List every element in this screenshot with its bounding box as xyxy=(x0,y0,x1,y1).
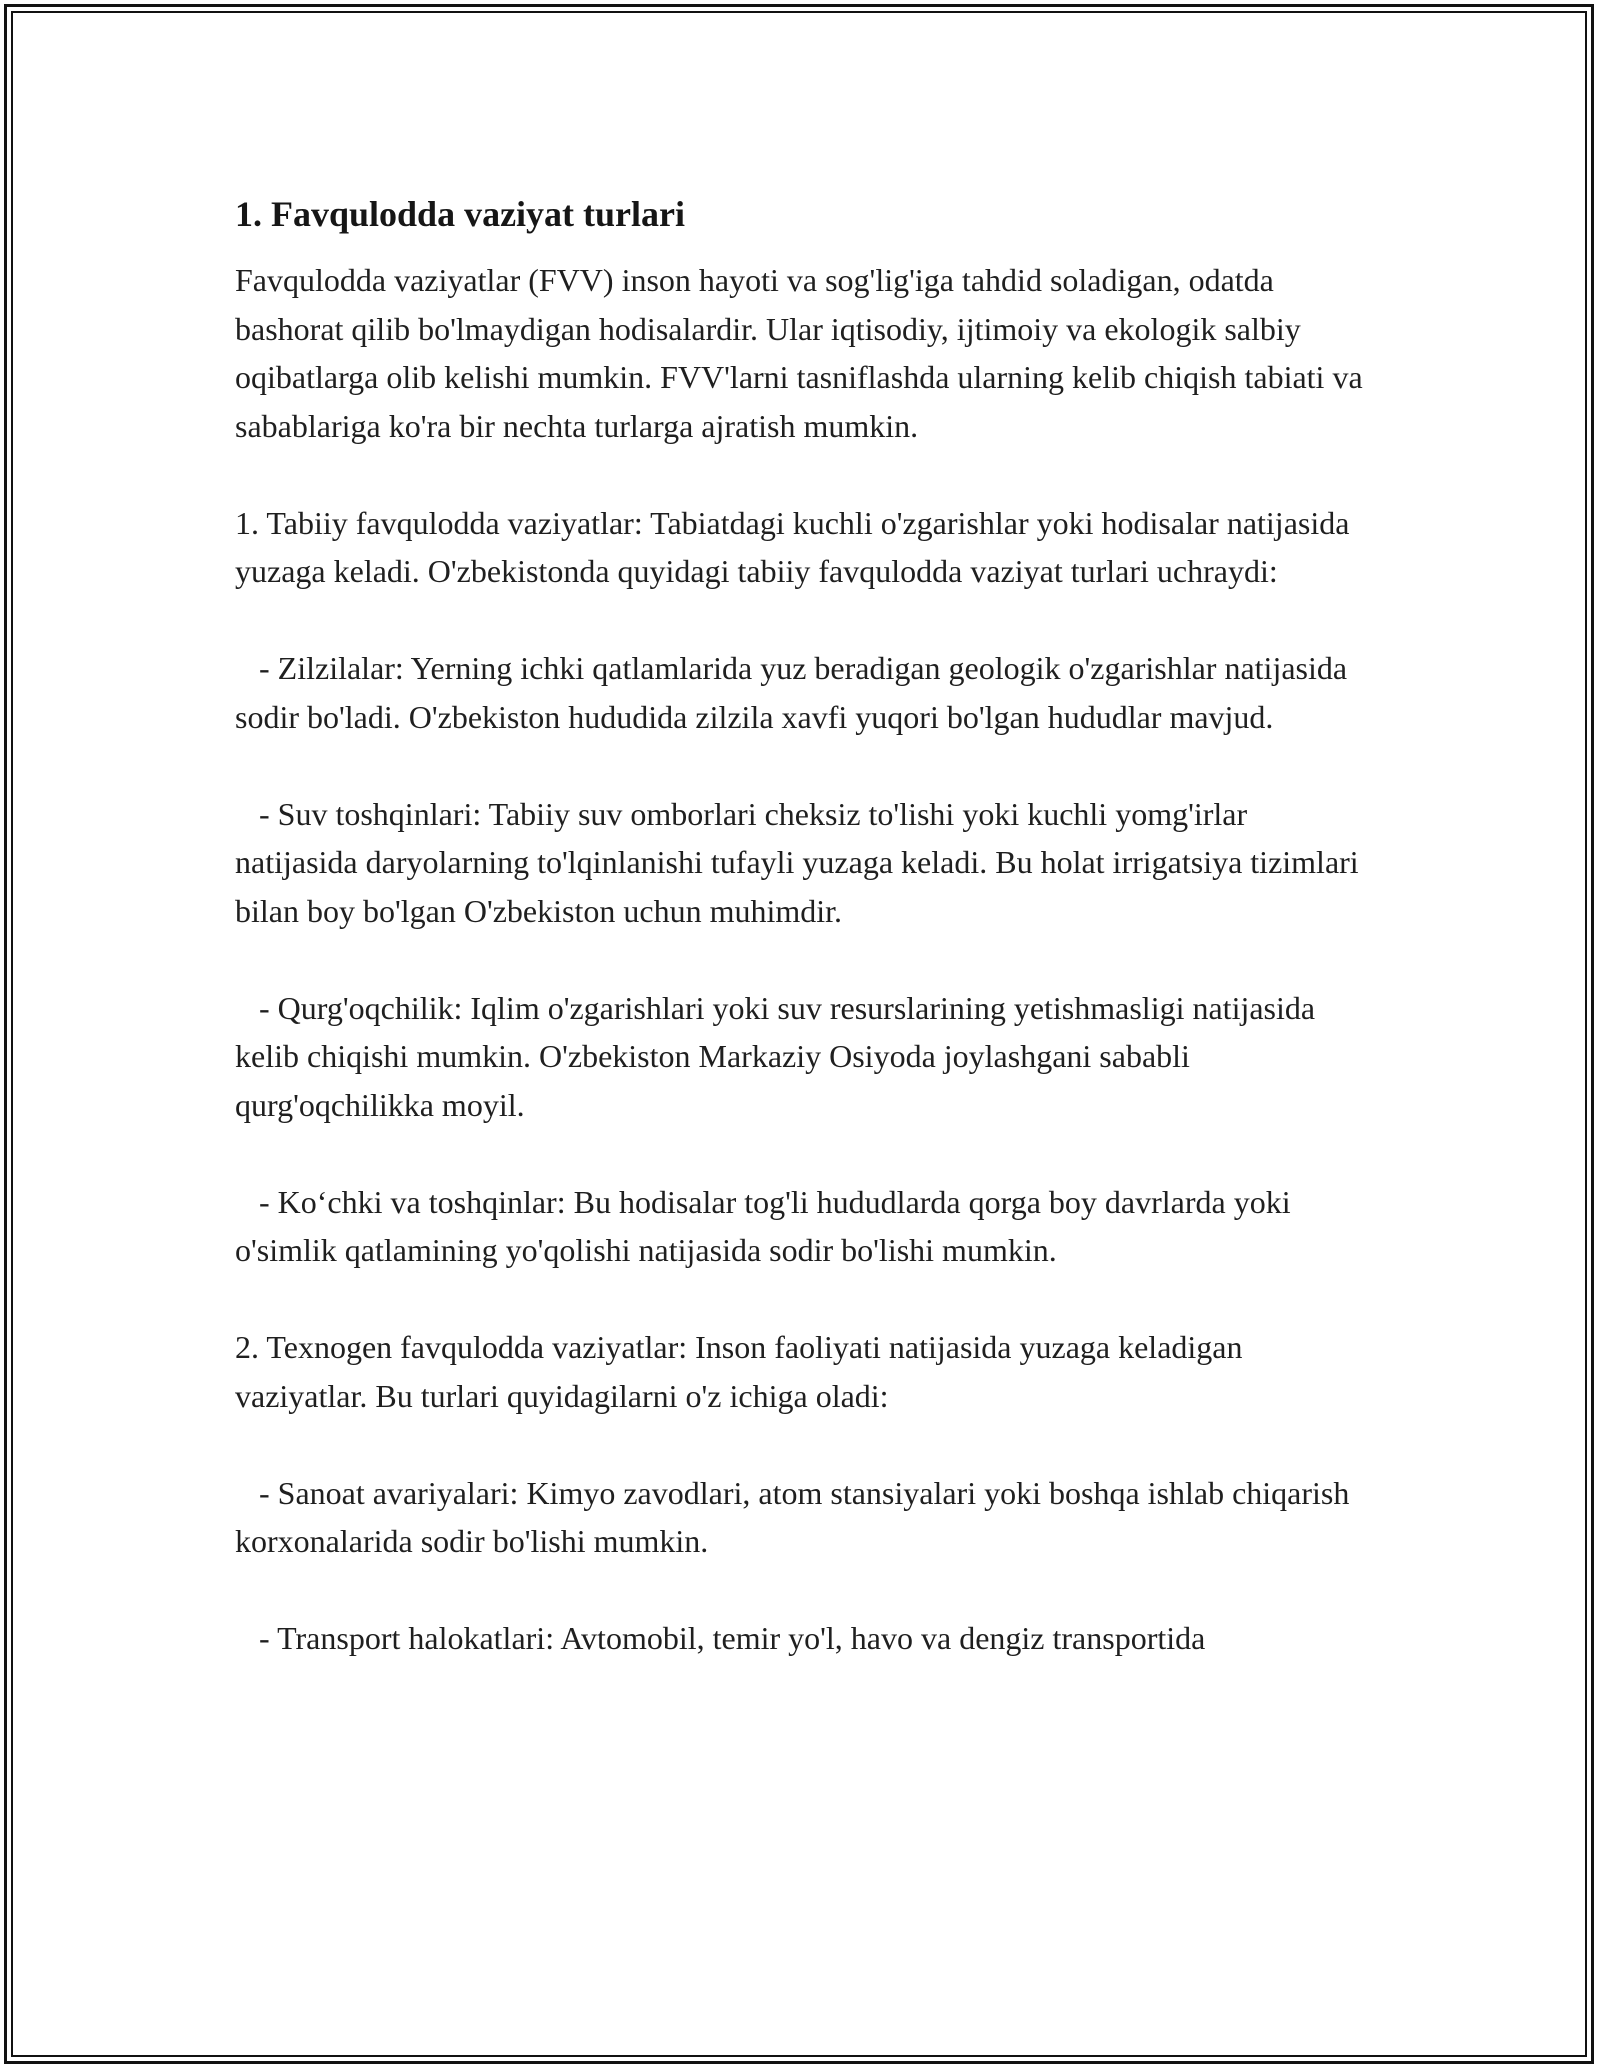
landslides-paragraph: - Ko‘chki va toshqinlar: Bu hodisalar tog'li hududlarda qorga boy davrlarda yoki o'simlik qatlamining yo'qolishi natijasida sodir bo'lishi mumkin. xyxy=(235,1183,1291,1268)
document-body xyxy=(235,190,1375,1711)
section-heading: 1. Favqulodda vaziyat turlari xyxy=(235,194,686,234)
intro-paragraph: Favqulodda vaziyatlar (FVV) inson hayoti va sog'lig'iga tahdid soladigan, odatda bashorat qilib bo'lmaydigan hodisalardir. Ular iqtisodiy, ijtimoiy va ekologik salbiy oqibatlarga olib kelishi mumkin. FVV'larni tasniflashda ularning kelib chiqish tabiati va sabablariga ko'ra bir nechta turlarga ajratish mumkin. xyxy=(235,262,1363,444)
technogenic-emergencies-paragraph: 2. Texnogen favqulodda vaziyatlar: Inson faoliyati natijasida yuzaga keladigan vaziyatlar. Bu turlari quyidagilarni o'z ichiga oladi: xyxy=(235,1329,1243,1414)
floods-paragraph: - Suv toshqinlari: Tabiiy suv omborlari cheksiz to'lishi yoki kuchli yomg'irlar natijasida daryolarning to'lqinlanishi tufayli yuzaga keladi. Bu holat irrigatsiya tizimlari bilan boy bo'lgan O'zbekiston uchun muhimdir. xyxy=(235,795,1359,929)
earthquakes-paragraph: - Zilzilalar: Yerning ichki qatlamlarida yuz beradigan geologik o'zgarishlar natijasida sodir bo'ladi. O'zbekiston hududida zilzila xavfi yuqori bo'lgan hududlar mavjud. xyxy=(235,650,1348,735)
natural-emergencies-paragraph: 1. Tabiiy favqulodda vaziyatlar: Tabiatdagi kuchli o'zgarishlar yoki hodisalar natijasida yuzaga keladi. O'zbekistonda quyidagi tabiiy favqulodda vaziyat turlari uchraydi: xyxy=(235,504,1350,589)
transport-accidents-paragraph: - Transport halokatlari: Avtomobil, temir yo'l, havo va dengiz transportida xyxy=(259,1620,1206,1656)
drought-paragraph: - Qurg'oqchilik: Iqlim o'zgarishlari yoki suv resurslarining yetishmasligi natijasida kelib chiqishi mumkin. O'zbekiston Markaziy Osiyoda joylashgani sababli qurg'oqchilikka moyil. xyxy=(235,989,1316,1123)
industrial-accidents-paragraph: - Sanoat avariyalari: Kimyo zavodlari, atom stansiyalari yoki boshqa ishlab chiqarish korxonalarida sodir bo'lishi mumkin. xyxy=(235,1474,1350,1559)
